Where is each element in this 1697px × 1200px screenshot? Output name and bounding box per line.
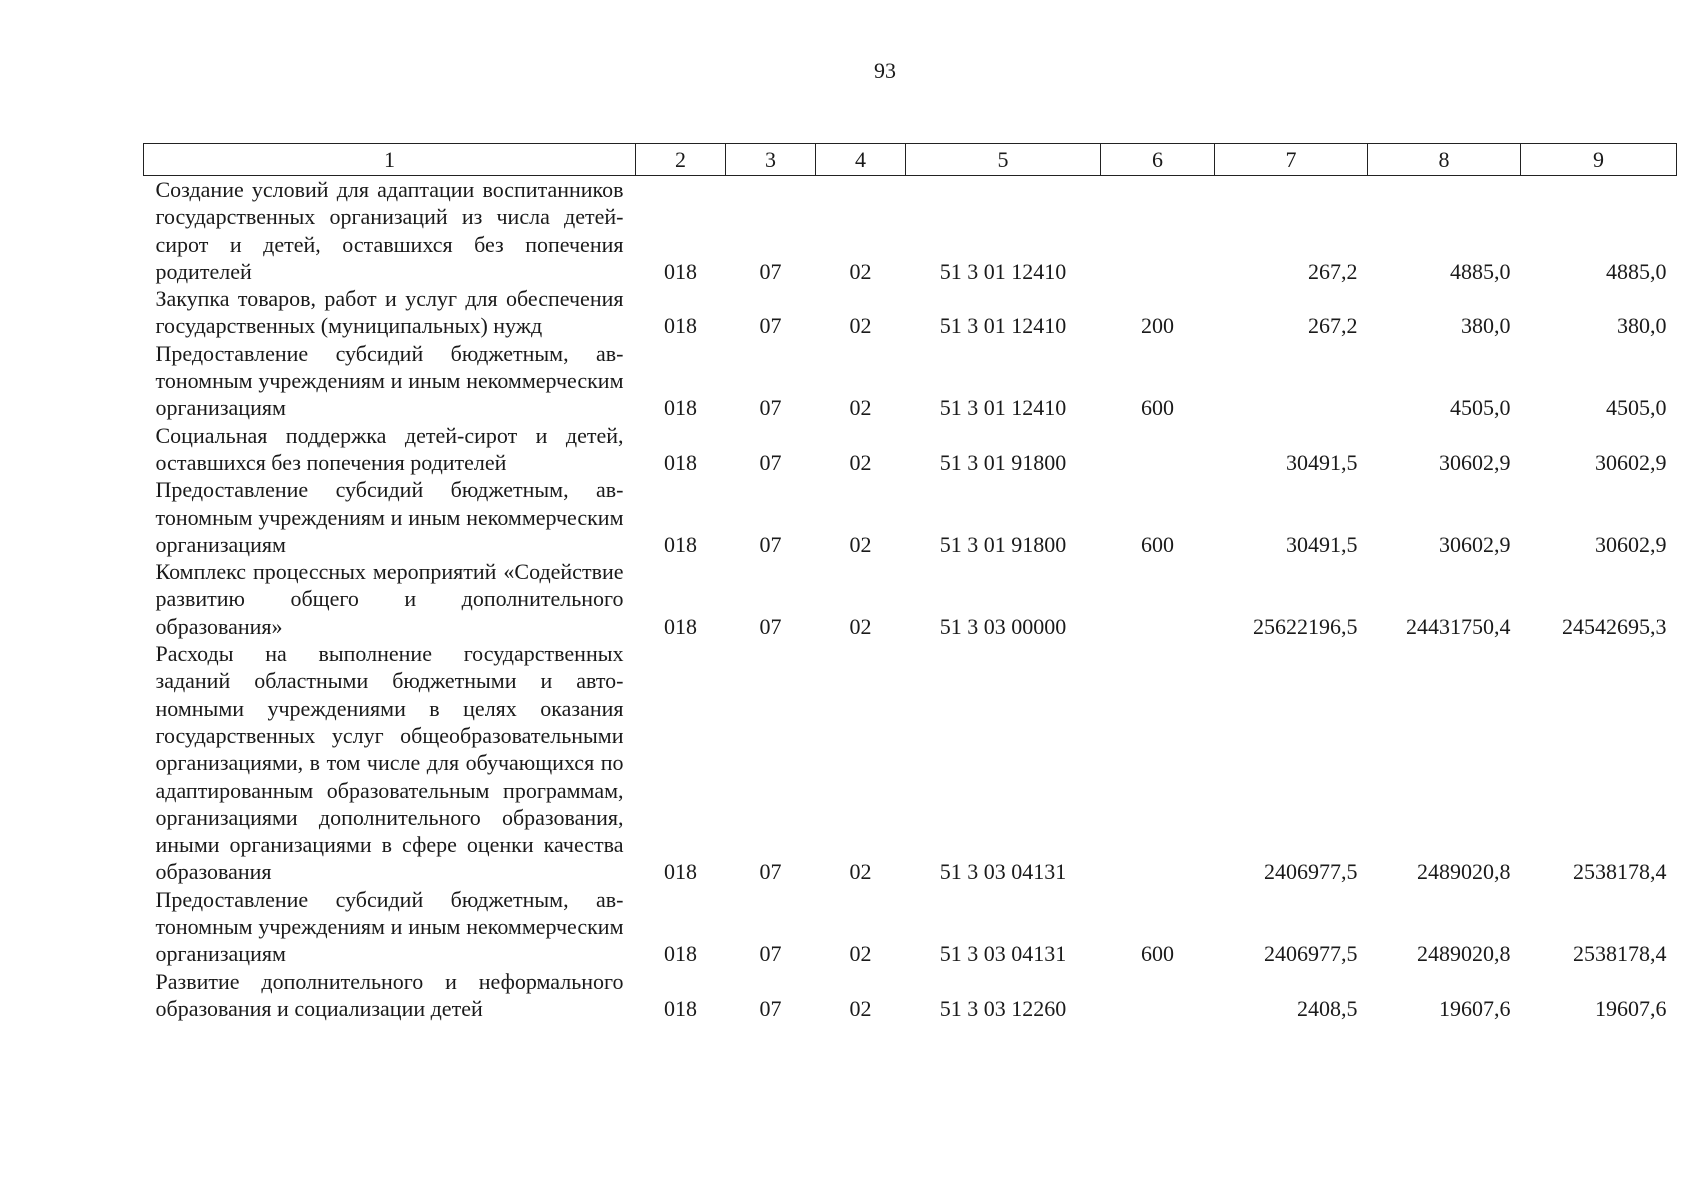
ved-code: 018 <box>664 531 697 557</box>
column-header: 4 <box>816 144 906 176</box>
target-article-code: 51 3 03 12260 <box>939 995 1067 1021</box>
column-header: 2 <box>636 144 726 176</box>
target-article-code: 51 3 03 04131 <box>939 859 1067 885</box>
table-row <box>144 340 1677 422</box>
page-number: 93 <box>874 58 896 83</box>
ved-code: 018 <box>664 613 697 639</box>
column-header: 1 <box>144 144 636 176</box>
amount-col7: 267,2 <box>1308 258 1358 284</box>
target-article-code: 51 3 03 04131 <box>939 941 1067 967</box>
amount-col9: 30602,9 <box>1595 449 1667 475</box>
item-name: Предоставление субсидий бюджетным, автономным учреждениям и иным некоммерческим организациям <box>155 886 624 967</box>
table-row <box>144 886 1677 968</box>
section-code: 07 <box>759 258 782 284</box>
ved-code: 018 <box>664 941 697 967</box>
column-header: 9 <box>1521 144 1677 176</box>
subsection-code: 02 <box>849 859 872 885</box>
table-row <box>144 968 1677 1023</box>
item-name: Закупка товаров, работ и услуг для обеспечения государственных (муниципальных) нужд <box>155 286 624 339</box>
amount-col8: 19607,6 <box>1439 995 1511 1021</box>
expense-type-code: 200 <box>1141 313 1174 339</box>
amount-col8: 2489020,8 <box>1417 859 1511 885</box>
item-name: Расходы на выполнение государственных заданий областными бюджетными и автономными учреждениями в целях оказания государственных услуг общеобразовательными организациями, в том числе для обучающихся по адаптированным образовательным программам, организациями дополнительного образования, иными организациями в сфере оценки качества образования <box>155 641 624 885</box>
section-code: 07 <box>759 395 782 421</box>
subsection-code: 02 <box>849 941 872 967</box>
amount-col9: 4505,0 <box>1606 395 1667 421</box>
expense-type-code <box>1101 640 1215 886</box>
expense-type-code <box>1101 422 1215 477</box>
amount-col8: 30602,9 <box>1439 449 1511 475</box>
table-row <box>144 422 1677 477</box>
ved-code: 018 <box>664 449 697 475</box>
column-header: 5 <box>906 144 1101 176</box>
amount-col7: 25622196,5 <box>1253 613 1358 639</box>
expense-type-code: 600 <box>1141 395 1174 421</box>
column-header: 3 <box>726 144 816 176</box>
amount-col7: 2408,5 <box>1297 995 1358 1021</box>
table-row <box>144 176 1677 286</box>
section-code: 07 <box>759 531 782 557</box>
item-name: Предоставление субсидий бюджетным, автономным учреждениям и иным некоммерческим организациям <box>155 477 624 557</box>
target-article-code: 51 3 01 12410 <box>939 395 1067 421</box>
amount-col9: 2538178,4 <box>1573 941 1667 967</box>
amount-col8: 2489020,8 <box>1417 941 1511 967</box>
target-article-code: 51 3 03 00000 <box>939 613 1067 639</box>
expense-type-code: 600 <box>1141 941 1174 967</box>
amount-col7: 30491,5 <box>1286 531 1358 557</box>
ved-code: 018 <box>664 859 697 885</box>
item-name: Создание условий для адаптации воспитанников государственных организаций из числа детей-сирот и детей, оставшихся без попечения родителей <box>155 177 624 284</box>
budget-table <box>143 143 1677 1022</box>
amount-col8: 4505,0 <box>1450 395 1511 421</box>
ved-code: 018 <box>664 995 697 1021</box>
expense-type-code <box>1101 968 1215 1023</box>
section-code: 07 <box>759 313 782 339</box>
amount-col8: 4885,0 <box>1450 258 1511 284</box>
amount-col7 <box>1215 340 1368 422</box>
item-name: Комплекс процессных мероприятий «Содействие развитию общего и дополнительного образования» <box>155 559 624 639</box>
item-name: Развитие дополнительного и неформального образования и социализации детей <box>155 968 624 1021</box>
section-code: 07 <box>759 995 782 1021</box>
column-header: 8 <box>1368 144 1521 176</box>
amount-col8: 24431750,4 <box>1406 613 1511 639</box>
table-row <box>144 640 1677 886</box>
section-code: 07 <box>759 941 782 967</box>
amount-col9: 24542695,3 <box>1562 613 1667 639</box>
amount-col7: 2406977,5 <box>1264 859 1358 885</box>
table-row <box>144 285 1677 340</box>
table-header-row <box>144 144 1677 176</box>
amount-col9: 380,0 <box>1617 313 1667 339</box>
subsection-code: 02 <box>849 395 872 421</box>
section-code: 07 <box>759 859 782 885</box>
ved-code: 018 <box>664 258 697 284</box>
amount-col9: 2538178,4 <box>1573 859 1667 885</box>
item-name: Социальная поддержка детей-сирот и детей, оставшихся без попечения родителей <box>155 422 624 475</box>
subsection-code: 02 <box>849 613 872 639</box>
column-header: 7 <box>1215 144 1368 176</box>
subsection-code: 02 <box>849 531 872 557</box>
amount-col7: 267,2 <box>1308 313 1358 339</box>
amount-col7: 30491,5 <box>1286 449 1358 475</box>
column-header: 6 <box>1101 144 1215 176</box>
expense-type-code <box>1101 176 1215 286</box>
expense-type-code: 600 <box>1141 531 1174 557</box>
item-name: Предоставление субсидий бюджетным, автономным учреждениям и иным некоммерческим организациям <box>155 340 624 421</box>
target-article-code: 51 3 01 91800 <box>939 531 1067 557</box>
section-code: 07 <box>759 449 782 475</box>
amount-col9: 4885,0 <box>1606 258 1667 284</box>
amount-col7: 2406977,5 <box>1264 941 1358 967</box>
target-article-code: 51 3 01 12410 <box>939 313 1067 339</box>
ved-code: 018 <box>664 313 697 339</box>
target-article-code: 51 3 01 91800 <box>939 449 1067 475</box>
section-code: 07 <box>759 613 782 639</box>
subsection-code: 02 <box>849 449 872 475</box>
target-article-code: 51 3 01 12410 <box>939 258 1067 284</box>
expense-type-code <box>1101 558 1215 640</box>
table-row <box>144 558 1677 640</box>
subsection-code: 02 <box>849 313 872 339</box>
ved-code: 018 <box>664 395 697 421</box>
amount-col8: 380,0 <box>1461 313 1511 339</box>
amount-col8: 30602,9 <box>1439 531 1511 557</box>
amount-col9: 19607,6 <box>1595 995 1667 1021</box>
subsection-code: 02 <box>849 995 872 1021</box>
subsection-code: 02 <box>849 258 872 284</box>
amount-col9: 30602,9 <box>1595 531 1667 557</box>
table-row <box>144 476 1677 558</box>
